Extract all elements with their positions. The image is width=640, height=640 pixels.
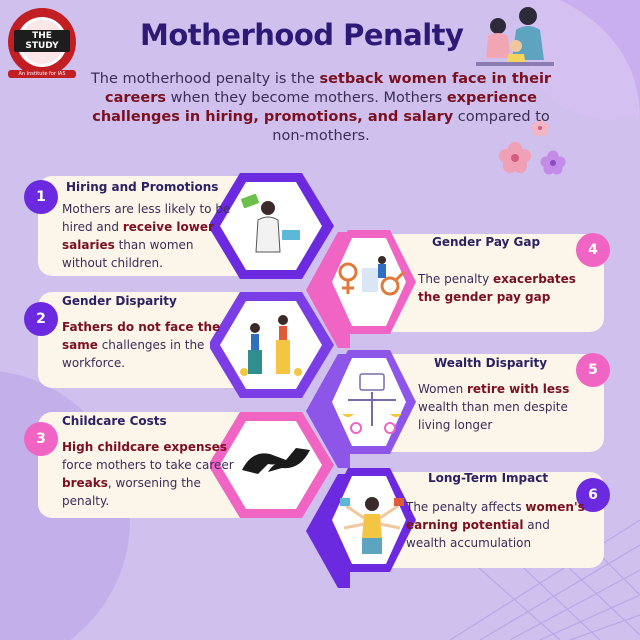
- woman-with-money-icon: [234, 190, 306, 260]
- family-illustration: [472, 4, 558, 70]
- intro-emphasis-1: setback women face in their careers: [105, 71, 552, 106]
- item-5-number-badge: 5: [576, 353, 610, 387]
- item-1-text-2: than women without children.: [62, 238, 194, 270]
- item-1-body: [62, 200, 240, 272]
- item-1-text-1: Mothers are less likely to be hired and: [62, 202, 231, 234]
- item-3-text-2: , worsening the penalty.: [62, 476, 201, 508]
- intro-text-3: compared to non-mothers.: [272, 109, 550, 144]
- item-1-heading: Hiring and Promotions: [66, 180, 219, 194]
- page-title: Motherhood Penalty: [140, 18, 464, 52]
- item-5-emphasis: retire with less: [467, 382, 570, 396]
- scales-and-gender-icon: [334, 370, 410, 436]
- multitasking-mother-icon: [336, 488, 408, 560]
- item-1-number-badge: 1: [24, 180, 58, 214]
- item-2-text-1: challenges in the workforce.: [62, 338, 205, 370]
- item-6-emphasis: women's earning potential: [406, 500, 585, 532]
- item-2-emphasis: Fathers do not face the same: [62, 320, 221, 352]
- intro-emphasis-2: experience challenges in hiring, promotions, and salary: [92, 90, 537, 125]
- item-5-body: [418, 380, 598, 434]
- intro-paragraph: [84, 70, 558, 146]
- item-6-body: [406, 498, 586, 552]
- item-5-text-1: Women: [418, 382, 467, 396]
- item-6-number-badge: 6: [576, 478, 610, 512]
- item-6-text-1: The penalty affects: [406, 500, 526, 514]
- item-3-text-1: force mothers to take career: [62, 458, 234, 472]
- item-3-heading: Childcare Costs: [62, 414, 167, 428]
- intro-text-1: The motherhood penalty is the: [90, 71, 320, 87]
- item-4-body: [418, 270, 596, 306]
- item-2-heading: Gender Disparity: [62, 294, 177, 308]
- item-4-number-badge: 4: [576, 233, 610, 267]
- item-4-emphasis: exacerbates the gender pay gap: [418, 272, 576, 304]
- logo-tagline: An Institute for IAS: [8, 70, 76, 78]
- item-3-body: [62, 438, 240, 510]
- item-1-emphasis: receive lower salaries: [62, 220, 214, 252]
- item-3-emphasis-1: High childcare expenses: [62, 440, 227, 454]
- item-6-heading: Long-Term Impact: [428, 471, 549, 485]
- gender-symbols-icon: [332, 250, 408, 314]
- man-and-woman-bars-icon: [236, 310, 306, 380]
- item-5-text-2: wealth than men despite living longer: [418, 400, 568, 432]
- item-5-heading: Wealth Disparity: [434, 356, 548, 370]
- item-2-number-badge: 2: [24, 302, 58, 336]
- item-4-heading: Gender Pay Gap: [432, 235, 541, 249]
- item-6-text-2: and wealth accumulation: [406, 518, 550, 550]
- logo-name: THE STUDY: [14, 30, 70, 52]
- intro-text-2: when they become mothers. Mothers: [166, 90, 447, 106]
- helping-hands-icon: [238, 440, 314, 486]
- item-3-number-badge: 3: [24, 422, 58, 456]
- item-2-body: [62, 318, 222, 372]
- item-4-text-1: The penalty: [418, 272, 494, 286]
- item-3-emphasis-2: breaks: [62, 476, 108, 490]
